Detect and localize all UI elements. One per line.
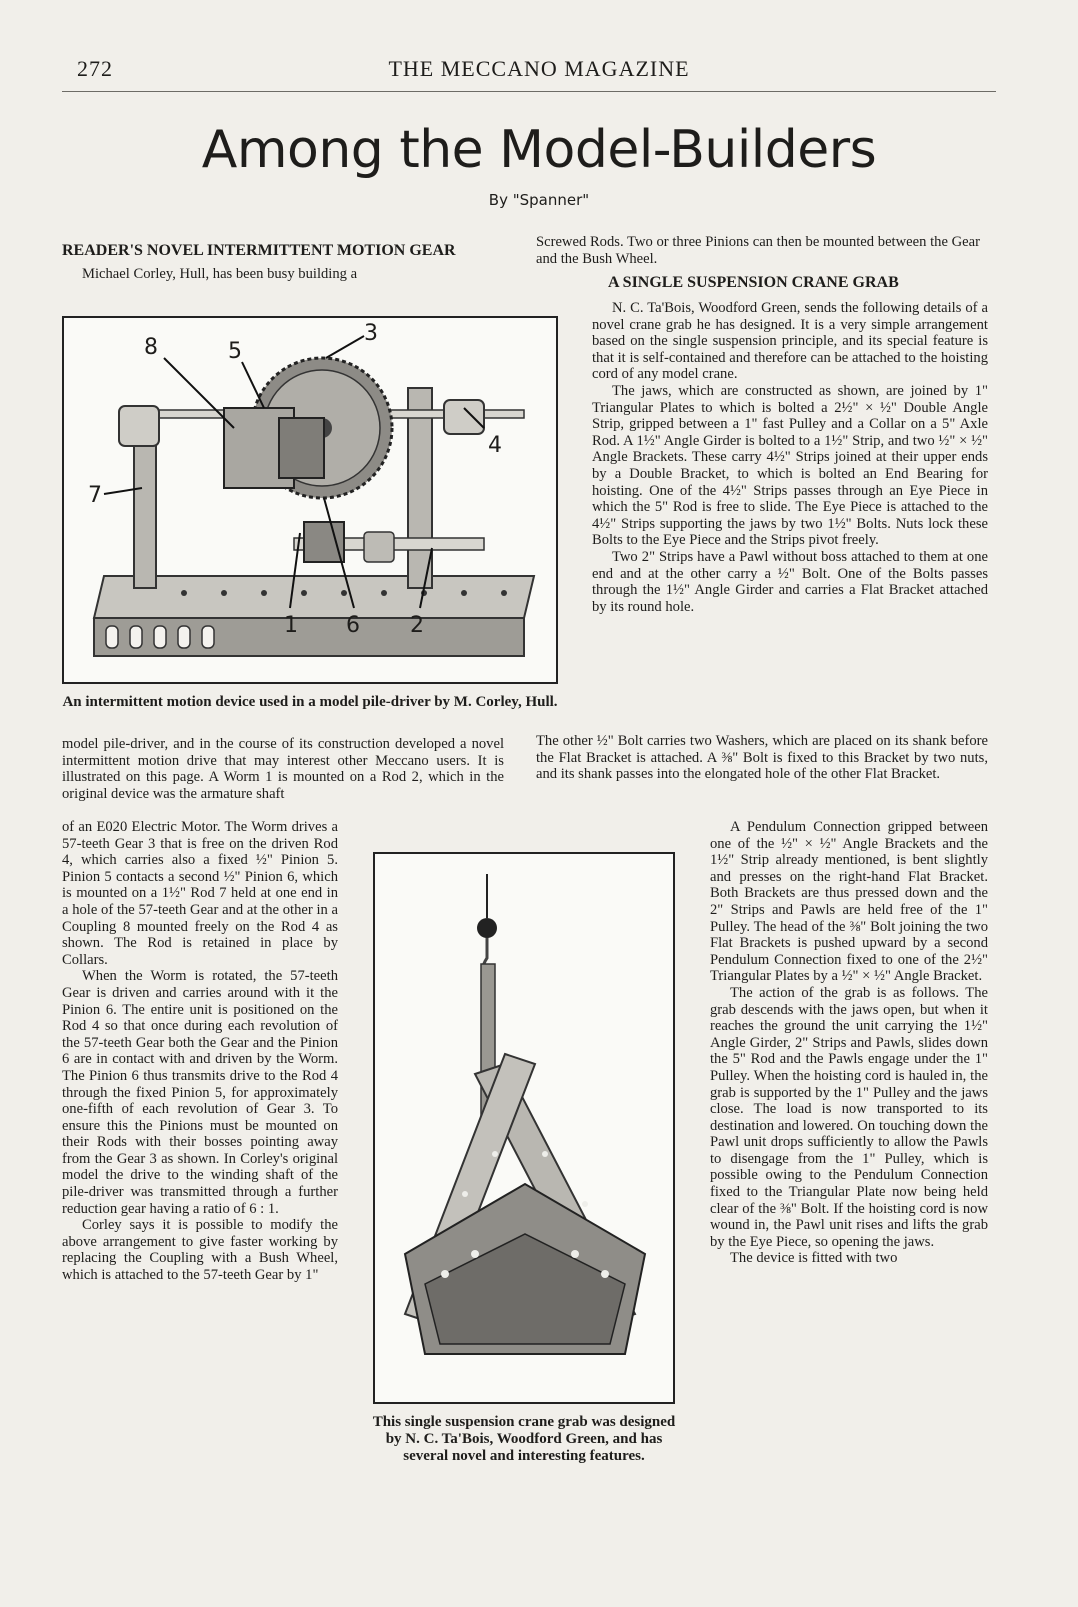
section1-narrow-column xyxy=(62,819,338,1284)
section2-paragraph: The device is fitted with two xyxy=(730,1250,898,1267)
crane-grab-illustration xyxy=(375,854,673,1402)
section2-paragraph: A Pendulum Connection gripped between one of the ½" × ½" Angle Brackets and the 1½" Strip already mentioned, is bent slightly and presses on the right-hand Flat Bracket. Both Brackets are thus pressed down and the 2" Strips and Pawls are held free of the 1" Pulley. The head of the ⅜" Bolt joining the two Flat Brackets is pushed upward by a second Pendulum Connection fixed to one of the 2½" Triangular Plates by a ½" × ½" Angle Bracket. xyxy=(710,819,988,985)
section2-paragraph: The action of the grab is as follows. The grab descends with the jaws open, but when it reaches the ground the unit carrying the 1½" Angle Girder, 2" Strips and Pawls, slides down the 5" Rod and the Pawls engage under the 1" Pulley. When the hoisting cord is hauled in, the grab is supported by the 1" Pulley and the jaws close. The load is now transported to its destination and lowered. On touching down the Pawl unit drops sufficiently to allow the Pawls to disengage from the 1" Pulley, which is possible owing to the Pendulum Connection fixed to the Triangular Plate now being held clear of the ⅜" Bolt. If the hoisting cord is now wound in, the Pawl unit rises and lifts the grab by the Eye Piece, so opening the jaws. xyxy=(710,984,988,1250)
figure-label: 8 xyxy=(144,335,158,360)
section-heading-intermittent-gear: READER'S NOVEL INTERMITTENT MOTION GEAR xyxy=(62,242,456,259)
section2-paragraph: Two 2" Strips have a Pawl without boss attached to them at one end and at the other carry a ½" Bolt. One of the Bolts passes through the 1½" Angle Girder and carries a Flat Bracket attached by its round hole. xyxy=(592,548,988,615)
figure-label: 1 xyxy=(284,613,298,638)
section2-paragraph: The jaws, which are constructed as shown, are joined by 1" Triangular Plates to which is bolted a 2½" × ½" Double Angle Strip, gripped between a 1" fast Pulley and a Collar on a 5" Axle Rod. A 1½" Angle Girder is bolted to a 1½" Strip, and two ½" × ½" Angle Brackets. These carry 4½" Strips joined at their upper ends by a Double Bracket, to which is bolted an End Bearing for hoisting. One of the 4½" Strips passes through an Eye Piece in which the 5" Rod is free to slide. The Eye Piece is attached to the 4½" Strips supporting the jaws by two 1½" Bolts. Nuts lock these Bolts to the Eye Piece and the Strips pivot freely. xyxy=(592,382,988,549)
figure-label: 2 xyxy=(410,613,424,638)
figure-label: 4 xyxy=(488,433,502,458)
section-heading-crane-grab: A SINGLE SUSPENSION CRANE GRAB xyxy=(608,274,899,291)
section2-paragraph: N. C. Ta'Bois, Woodford Green, sends the following details of a novel crane grab he has designed. It is a very simple arrangement based on the single suspension principle, and its special feature is that it is self-contained and therefore can be attached to the hoisting cord of any model crane. xyxy=(592,300,988,383)
section1-paragraph: of an E020 Electric Motor. The Worm drives a 57-teeth Gear 3 that is free on the driven Rod 4, which carries also a fixed ½" Pinion 5. Pinion 5 contacts a second ½" Pinion 6, which is mounted on a 1½" Rod 7 held at one end in a hole of the 57-teeth Gear and at the other in a Coupling 8 mounted freely on the Rod 4 as shown. The Rod is retained in place by Collars. xyxy=(62,819,338,968)
figure-caption-intermittent: An intermittent motion device used in a model pile-driver by M. Corley, Hull. xyxy=(62,694,558,710)
header-rule xyxy=(62,91,996,92)
section1-paragraph-wide: model pile-driver, and in the course of its construction developed a novel intermittent motion drive that may interest other Meccano users. It is illustrated on this page. A Worm 1 is mounted on a Rod 2, which in the original device was the armature shaft xyxy=(62,736,504,802)
photo-crane-grab xyxy=(373,852,675,1404)
section2-lower-column xyxy=(710,819,988,1267)
section2-upper-column xyxy=(592,300,988,615)
section1-paragraph: When the Worm is rotated, the 57-teeth Gear is driven and carries around with it the Pinion 6. The entire unit is positioned on the Rod 4 so that once during each revolution of the 57-teeth Gear both the Gear and the Pinion 6 are in contact with and driven by the Worm. The Pinion 6 thus transmits drive to the Rod 4 through the fixed Pinion 5, for approximately one-fifth of each revolution of Gear 3. To ensure this the Pinions must be mounted on their Rods with their bosses pointing away from the Gear 3 as shown. In Corley's original model the drive to the winding shaft of the pile-driver was transmitted through a further reduction gear having a ratio of 6 : 1. xyxy=(62,968,338,1217)
page-number: 272 xyxy=(77,56,113,81)
figure-label: 6 xyxy=(346,613,360,638)
section2-paragraph-wide: The other ½" Bolt carries two Washers, which are placed on its shank before the Flat Bracket is attached. A ⅜" Bolt is fixed to this Bracket by two nuts, and its shank passes into the elongated hole of the other Flat Bracket. xyxy=(536,733,988,783)
article-title: Among the Model-Builders xyxy=(201,120,877,180)
gear-mechanism-illustration xyxy=(64,318,556,682)
figure-label: 3 xyxy=(364,321,378,346)
figure-caption-crane-grab: This single suspension crane grab was designed by N. C. Ta'Bois, Woodford Green, and has several novel and interesting features. xyxy=(372,1414,676,1464)
section1-intro: Michael Corley, Hull, has been busy building a xyxy=(82,266,358,282)
figure-label: 5 xyxy=(228,339,242,364)
figure-label: 7 xyxy=(88,483,102,508)
section1-continuation: Screwed Rods. Two or three Pinions can then be mounted between the Gear and the Bush Wheel. xyxy=(536,234,980,267)
section1-paragraph: Corley says it is possible to modify the above arrangement to give faster working by replacing the Coupling with a Bush Wheel, which is attached to the 57-teeth Gear by 1" xyxy=(62,1217,338,1284)
photo-intermittent-motion-device xyxy=(62,316,558,684)
magazine-title: THE MECCANO MAGAZINE xyxy=(388,56,690,81)
byline: By "Spanner" xyxy=(488,191,590,209)
